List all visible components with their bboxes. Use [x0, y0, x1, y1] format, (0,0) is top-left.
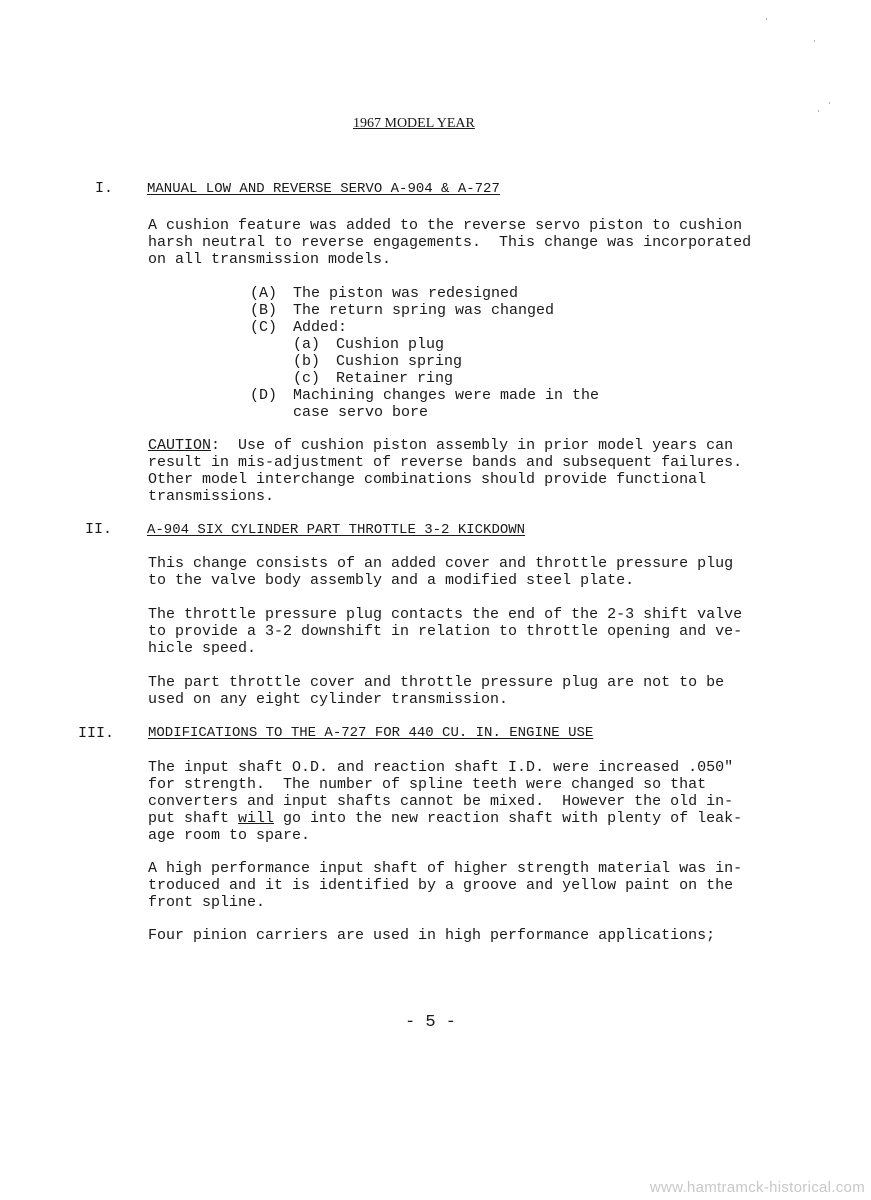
section-3-paragraph [148, 927, 748, 944]
text-line: to provide a 3-2 downshift in relation to throttle opening and ve- [148, 623, 743, 640]
caution-text: : Use of cushion piston assembly in prior model years can [211, 437, 734, 454]
text-line: age room to spare. [148, 827, 311, 844]
text-line: The input shaft O.D. and reaction shaft I.D. were increased .050" [148, 759, 734, 776]
text-line: This change consists of an added cover and throttle pressure plug [148, 555, 734, 572]
text-line: A cushion feature was added to the reverse servo piston to cushion [148, 217, 743, 234]
scan-speck [814, 40, 815, 42]
text-line: transmissions. [148, 488, 275, 505]
text-line: The part throttle cover and throttle pressure plug are not to be [148, 674, 725, 691]
list-item-continuation: case servo bore [293, 404, 429, 421]
list-marker: (A) [250, 285, 278, 302]
sublist-item: Cushion spring [336, 353, 463, 370]
text-line: Four pinion carriers are used in high performance applications; [148, 927, 716, 944]
section-3-paragraph [148, 860, 748, 911]
text-line: troduced and it is identified by a groove and yellow paint on the [148, 877, 734, 894]
caution-note [148, 437, 748, 505]
sublist-item: Cushion plug [336, 336, 445, 353]
scan-speck [818, 110, 819, 112]
sublist-item: Retainer ring [336, 370, 454, 387]
text-line: converters and input shafts cannot be mixed. However the old in- [148, 793, 734, 810]
emphasis-will: will [238, 810, 275, 827]
section-2-heading: A-904 SIX CYLINDER PART THROTTLE 3-2 KICKDOWN [147, 522, 526, 538]
section-2-numeral: II. [85, 521, 113, 538]
text-line: front spline. [148, 894, 266, 911]
list-marker: (B) [250, 302, 278, 319]
caution-label: CAUTION [148, 437, 212, 454]
list-item: Added: [293, 319, 348, 336]
text-line: on all transmission models. [148, 251, 392, 268]
section-2-paragraph [148, 555, 748, 589]
text-line: used on any eight cylinder transmission. [148, 691, 509, 708]
text-line: Other model interchange combinations should provide functional [148, 471, 707, 488]
section-3-heading: MODIFICATIONS TO THE A-727 FOR 440 CU. IN. ENGINE USE [148, 725, 594, 741]
sublist-marker: (a) [293, 336, 321, 353]
text-fragment: put shaft [148, 810, 239, 827]
section-3-paragraph [148, 759, 748, 844]
list-marker: (C) [250, 319, 278, 336]
text-line: to the valve body assembly and a modified steel plate. [148, 572, 635, 589]
list-item: The return spring was changed [293, 302, 555, 319]
section-1-numeral: I. [95, 180, 114, 197]
section-3-numeral: III. [78, 725, 115, 742]
list-item: Machining changes were made in the [293, 387, 600, 404]
text-line: The throttle pressure plug contacts the end of the 2-3 shift valve [148, 606, 743, 623]
section-1-intro [148, 217, 752, 268]
section-2-paragraph [148, 606, 748, 657]
sublist-marker: (b) [293, 353, 321, 370]
text-line [148, 810, 748, 827]
watermark-url: www.hamtramck-historical.com [649, 1179, 865, 1196]
list-item: The piston was redesigned [293, 285, 519, 302]
text-line: A high performance input shaft of higher strength material was in- [148, 860, 743, 877]
text-line: hicle speed. [148, 640, 257, 657]
section-2-paragraph [148, 674, 748, 708]
scan-speck [829, 102, 830, 104]
list-marker: (D) [250, 387, 278, 404]
page-number: - 5 - [405, 1013, 457, 1032]
scan-speck [766, 18, 767, 20]
page-title: 1967 MODEL YEAR [353, 116, 475, 131]
text-line [148, 437, 748, 454]
text-line: harsh neutral to reverse engagements. This change was incorporated [148, 234, 752, 251]
section-1-heading: MANUAL LOW AND REVERSE SERVO A-904 & A-727 [147, 181, 500, 197]
text-line: result in mis-adjustment of reverse bands and subsequent failures. [148, 454, 743, 471]
sublist-marker: (c) [293, 370, 321, 387]
text-line: for strength. The number of spline teeth were changed so that [148, 776, 707, 793]
text-fragment: go into the new reaction shaft with plenty of leak- [274, 810, 743, 827]
